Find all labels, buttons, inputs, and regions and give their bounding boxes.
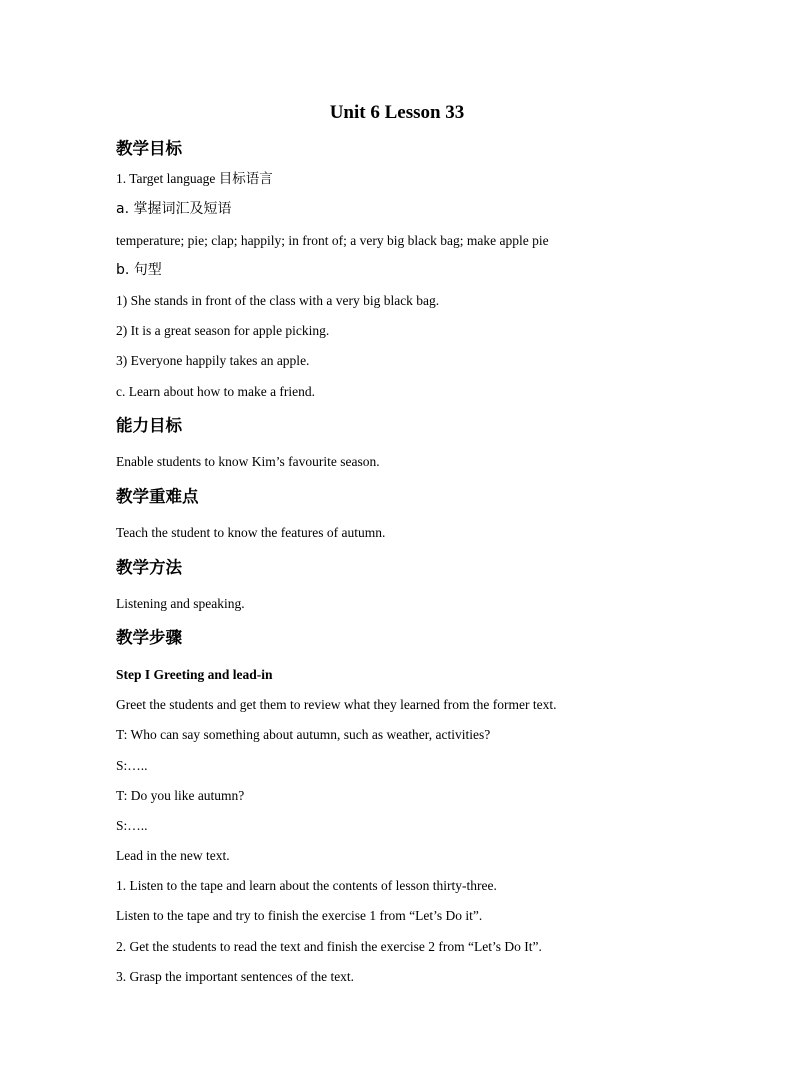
step-1-line: T: Do you like autumn? xyxy=(116,788,245,803)
step-1-line: T: Who can say something about autumn, such as weather, activities? xyxy=(116,727,491,742)
heading-ability: 能力目标 xyxy=(116,416,182,435)
heading-key-points: 教学重难点 xyxy=(116,487,199,506)
step-1-line: 3. Grasp the important sentences of the text. xyxy=(116,969,355,984)
vocab-subheading: a. 掌握词汇及短语 xyxy=(116,201,232,217)
pattern-3: 3) Everyone happily takes an apple. xyxy=(116,353,310,368)
friend-objective: c. Learn about how to make a friend. xyxy=(116,384,316,399)
vocab-list: temperature; pie; clap; happily; in front of; a very big black bag; make apple pie xyxy=(116,233,549,248)
page-title: Unit 6 Lesson 33 xyxy=(329,102,465,123)
key-points-text: Teach the student to know the features of autumn. xyxy=(116,525,386,540)
step-1-line: S:….. xyxy=(116,818,148,833)
heading-steps: 教学步骤 xyxy=(116,628,182,647)
pattern-1: 1) She stands in front of the class with a very big black bag. xyxy=(116,293,440,308)
heading-objectives: 教学目标 xyxy=(116,139,182,158)
pattern-2: 2) It is a great season for apple picking. xyxy=(116,323,330,338)
step-1-line: Greet the students and get them to review what they learned from the former text. xyxy=(116,697,557,712)
method-text: Listening and speaking. xyxy=(116,596,245,611)
heading-method: 教学方法 xyxy=(116,558,182,577)
step-1-line: S:….. xyxy=(116,758,148,773)
target-language-line: 1. Target language 目标语言 xyxy=(116,171,273,186)
ability-text: Enable students to know Kim’s favourite season. xyxy=(116,454,380,469)
step-1-line: 1. Listen to the tape and learn about the contents of lesson thirty-three. xyxy=(116,878,497,893)
patterns-subheading: b. 句型 xyxy=(116,262,162,278)
step-1-line: Lead in the new text. xyxy=(116,848,230,863)
step-1-line: 2. Get the students to read the text and finish the exercise 2 from “Let’s Do It”. xyxy=(116,939,542,954)
step-1-title: Step I Greeting and lead-in xyxy=(116,667,273,682)
step-1-line: Listen to the tape and try to finish the exercise 1 from “Let’s Do it”. xyxy=(116,908,483,923)
